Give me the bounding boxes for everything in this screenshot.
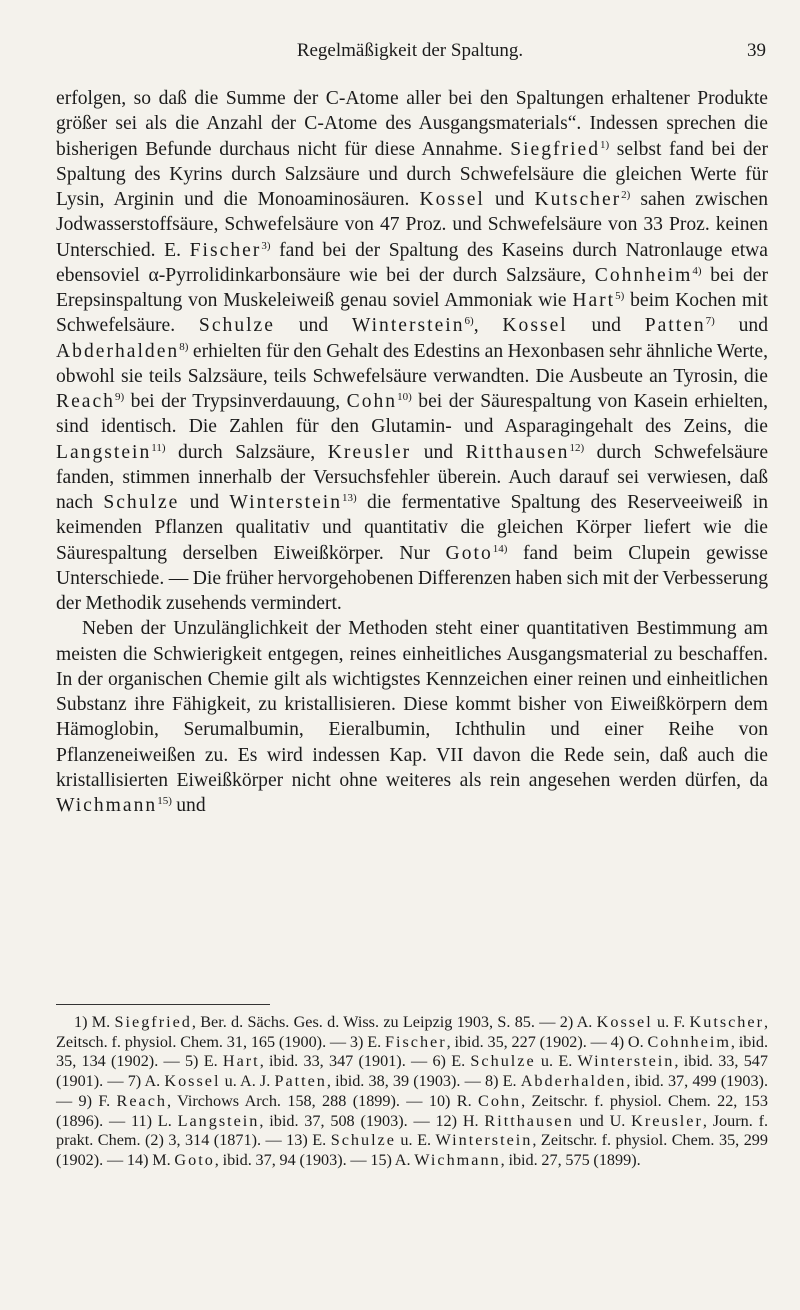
author-name: Langstein bbox=[56, 441, 152, 463]
author-name: Cohnheim bbox=[647, 1032, 731, 1051]
text-run: und bbox=[714, 315, 769, 337]
text-run: u. E. bbox=[395, 1131, 436, 1150]
text-run: , ibid. 33, 347 (1901). — 6) E. bbox=[259, 1052, 471, 1071]
text-run: u. E. bbox=[535, 1052, 578, 1071]
author-name: Langstein bbox=[177, 1111, 260, 1130]
text-run: , Zeitsch. f. physiol. Chem. 31, 165 (1900). — 3) E. bbox=[56, 1013, 769, 1051]
author-name: Patten bbox=[274, 1072, 327, 1091]
author-name: Patten bbox=[644, 315, 706, 337]
text-run: und bbox=[411, 441, 466, 463]
text-run: 1) M. bbox=[74, 1013, 115, 1031]
text-run: und bbox=[567, 315, 645, 337]
author-name: Schulze bbox=[103, 492, 180, 513]
footnote-ref: 15) bbox=[157, 795, 172, 807]
text-run: und bbox=[179, 492, 230, 513]
author-name: Cohn bbox=[478, 1091, 522, 1110]
author-name: Wichmann bbox=[414, 1150, 501, 1169]
author-name: Kreusler bbox=[631, 1111, 703, 1130]
text-run: selbst fand bei der Spaltung des Kyrins durch Salzsäure und durch Schwefelsäure die gleichen Werte für Lysin, Arginin und die Monoaminosäuren. bbox=[56, 138, 769, 210]
footnote-ref: 11) bbox=[151, 441, 166, 454]
text-run: bei der Säurespaltung von Kasein erhielten, sind identisch. Die Zahlen für den Glutamin- und Asparagingehalt des Zeins, die bbox=[56, 391, 768, 438]
text-run: und bbox=[274, 315, 352, 337]
author-name: Winterstein bbox=[229, 492, 343, 513]
text-run: , ibid. 37, 94 (1903). — 15) A. bbox=[214, 1150, 415, 1169]
author-name: Hart bbox=[572, 290, 616, 311]
text-run: die fermentative Spaltung des Reserveeiweiß in keimenden Pflanzen qualitativ und quantitativ die gleichen Körper liefert wie die Säurespaltung derselben Eiweißkörper. Nur bbox=[56, 492, 769, 564]
text-run: fand bei der Spaltung des Kaseins durch Natronlauge etwa ebensoviel α-Pyrrolidinkarbonsäure wie bei der durch Salzsäure, bbox=[56, 239, 768, 286]
author-name: Abderhalden bbox=[520, 1072, 627, 1091]
text-run: durch Schwefelsäure fanden, stimmen innerhalb der Versuchsfehler überein. Auch darauf sei verwiesen, daß nach bbox=[56, 441, 769, 513]
author-name: Kreusler bbox=[327, 441, 412, 463]
author-name: Siegfried bbox=[114, 1013, 192, 1031]
paragraph bbox=[56, 616, 768, 818]
author-name: Ritthausen bbox=[465, 441, 570, 463]
text-run: und bbox=[484, 189, 535, 210]
author-name: Kossel bbox=[164, 1072, 221, 1091]
author-name: Winterstein bbox=[435, 1131, 533, 1150]
author-name: Siegfried bbox=[510, 138, 601, 160]
footnote-divider bbox=[56, 1004, 270, 1005]
text-run: bei der Erepsinspaltung von Muskeleiweiß genau soviel Ammoniak wie bbox=[56, 264, 768, 311]
text-run: und bbox=[171, 795, 206, 816]
author-name: Wichmann bbox=[56, 795, 158, 816]
author-name: Kossel bbox=[419, 189, 485, 210]
author-name: Kutscher bbox=[689, 1013, 764, 1031]
author-name: Goto bbox=[174, 1150, 215, 1169]
text-run: erhielten für den Gehalt des Edestins an Hexonbasen sehr ähnliche Werte, obwohl sie teils Salzsäure, teils Schwefelsäure verwandten. Die Ausbeute an Tyrosin, die bbox=[56, 340, 768, 387]
author-name: Reach bbox=[116, 1091, 167, 1110]
text-run: , Ber. d. Sächs. Ges. d. Wiss. zu Leipzig 1903, S. 85. — 2) A. bbox=[191, 1013, 597, 1031]
author-name: Schulze bbox=[330, 1131, 396, 1150]
text-run: , ibid. 27, 575 (1899). bbox=[500, 1150, 641, 1169]
footnote-ref: 2) bbox=[621, 189, 631, 201]
text-run: , ibid. 35, 227 (1902). — 4) O. bbox=[446, 1032, 648, 1051]
author-name: Goto bbox=[445, 542, 493, 564]
text-run: Neben der Unzulänglichkeit der Methoden steht einer quantitativen Bestimmung am meisten die Schwierigkeit entgegen, reines einheitliches Ausgangsmaterial zu beschaffen. In der organischen Chemie gilt als wichtigstes Kennzeichen einer reinen und einheitlichen Substanz ihre Fähigkeit, zu kristallisieren. Diese kommt bisher von Eiweißkörpern dem Hämoglobin, Serumalbumin, Eieralbumin, Ichthulin und einer Reihe von Pflanzeneiweißen zu. Es wird indessen Kap. VII davon die Rede sein, daß auch die kristallisierten Eiweißkörper nicht ohne weiteres als rein angesehen werden dürfen, da bbox=[56, 618, 768, 791]
footnote-ref: 4) bbox=[692, 264, 702, 277]
text-run: u. A. J. bbox=[220, 1072, 275, 1091]
text-run: sahen zwischen Jodwasserstoffsäure, Schwefelsäure von 47 Proz. und Schwefelsäure von 33 Proz. keinen Unterschied. E. bbox=[56, 189, 769, 261]
footnote-ref: 14) bbox=[492, 542, 508, 555]
footnote-block bbox=[56, 1013, 768, 1171]
author-name: Schulze bbox=[470, 1052, 536, 1071]
author-name: Winterstein bbox=[351, 315, 465, 337]
text-run: fand beim Clupein gewisse Unterschiede. — Die früher hervorgehobenen Differenzen haben sich mit der Verbesserung der Methodik zusehends vermindert. bbox=[56, 542, 769, 614]
text-run: , Zeitschr. f. physiol. Chem. 35, 299 (1902). — 14) M. bbox=[56, 1131, 768, 1169]
page-number: 39 bbox=[747, 40, 766, 61]
paragraph bbox=[56, 86, 768, 616]
footnote-ref: 12) bbox=[569, 441, 585, 454]
footnote-ref: 8) bbox=[179, 340, 189, 353]
footnote-ref: 5) bbox=[615, 290, 625, 302]
footnote-ref: 3) bbox=[261, 239, 271, 252]
author-name: Kutscher bbox=[534, 189, 622, 210]
author-name: Kossel bbox=[596, 1013, 653, 1031]
text-run: beim Kochen mit Schwefelsäure. bbox=[56, 290, 768, 337]
text-run: , ibid. 35, 134 (1902). — 5) E. bbox=[56, 1032, 769, 1071]
running-head bbox=[54, 40, 766, 68]
footnote-ref: 13) bbox=[342, 492, 357, 504]
footnote-ref: 6) bbox=[464, 315, 474, 328]
text-run: , ibid. 37, 508 (1903). — 12) H. bbox=[259, 1111, 485, 1130]
author-name: Abderhalden bbox=[56, 340, 180, 362]
author-name: Hart bbox=[222, 1052, 260, 1071]
footnote-ref: 7) bbox=[705, 315, 715, 328]
text-run: , Journ. f. prakt. Chem. (2) 3, 314 (1871). — 13) E. bbox=[56, 1111, 769, 1150]
text-run: u. F. bbox=[652, 1013, 690, 1031]
text-run: und U. bbox=[573, 1111, 632, 1130]
footnotes bbox=[56, 1013, 768, 1171]
footnote-ref: 10) bbox=[397, 391, 412, 403]
author-name: Kossel bbox=[502, 315, 568, 337]
text-run: , Virchows Arch. 158, 288 (1899). — 10) R. bbox=[167, 1091, 479, 1110]
text-run: , ibid. 38, 39 (1903). — 8) E. bbox=[326, 1072, 521, 1091]
text-run: bei der Trypsinverdauung, bbox=[124, 391, 347, 412]
main-text bbox=[56, 86, 768, 818]
author-name: Cohn bbox=[346, 391, 398, 412]
text-run: erfolgen, so daß die Summe der C-Atome aller bei den Spaltungen erhaltener Produkte größer sei als die Anzahl der C-Atome des Ausgangsmaterials“. Indessen sprechen die bisherigen Befunde durchaus nicht für diese Annahme. bbox=[56, 88, 768, 160]
author-name: Schulze bbox=[198, 315, 275, 337]
text-run: , ibid. 37, 499 (1903). — 9) F. bbox=[56, 1072, 768, 1110]
running-title: Regelmäßigkeit der Spaltung. bbox=[296, 40, 524, 61]
author-name: Fischer bbox=[384, 1032, 447, 1051]
author-name: Cohnheim bbox=[594, 264, 693, 286]
text-run: durch Salzsäure, bbox=[165, 441, 328, 463]
footnote-ref: 1) bbox=[600, 138, 610, 151]
author-name: Ritthausen bbox=[484, 1111, 574, 1130]
author-name: Reach bbox=[56, 391, 115, 412]
text-run: , bbox=[473, 315, 503, 337]
footnote-ref: 9) bbox=[114, 391, 125, 403]
text-run: , Zeitschr. f. physiol. Chem. 22, 153 (1896). — 11) L. bbox=[56, 1091, 768, 1130]
text-run: , ibid. 33, 547 (1901). — 7) A. bbox=[56, 1052, 768, 1091]
author-name: Winterstein bbox=[577, 1052, 675, 1071]
author-name: Fischer bbox=[189, 239, 262, 261]
